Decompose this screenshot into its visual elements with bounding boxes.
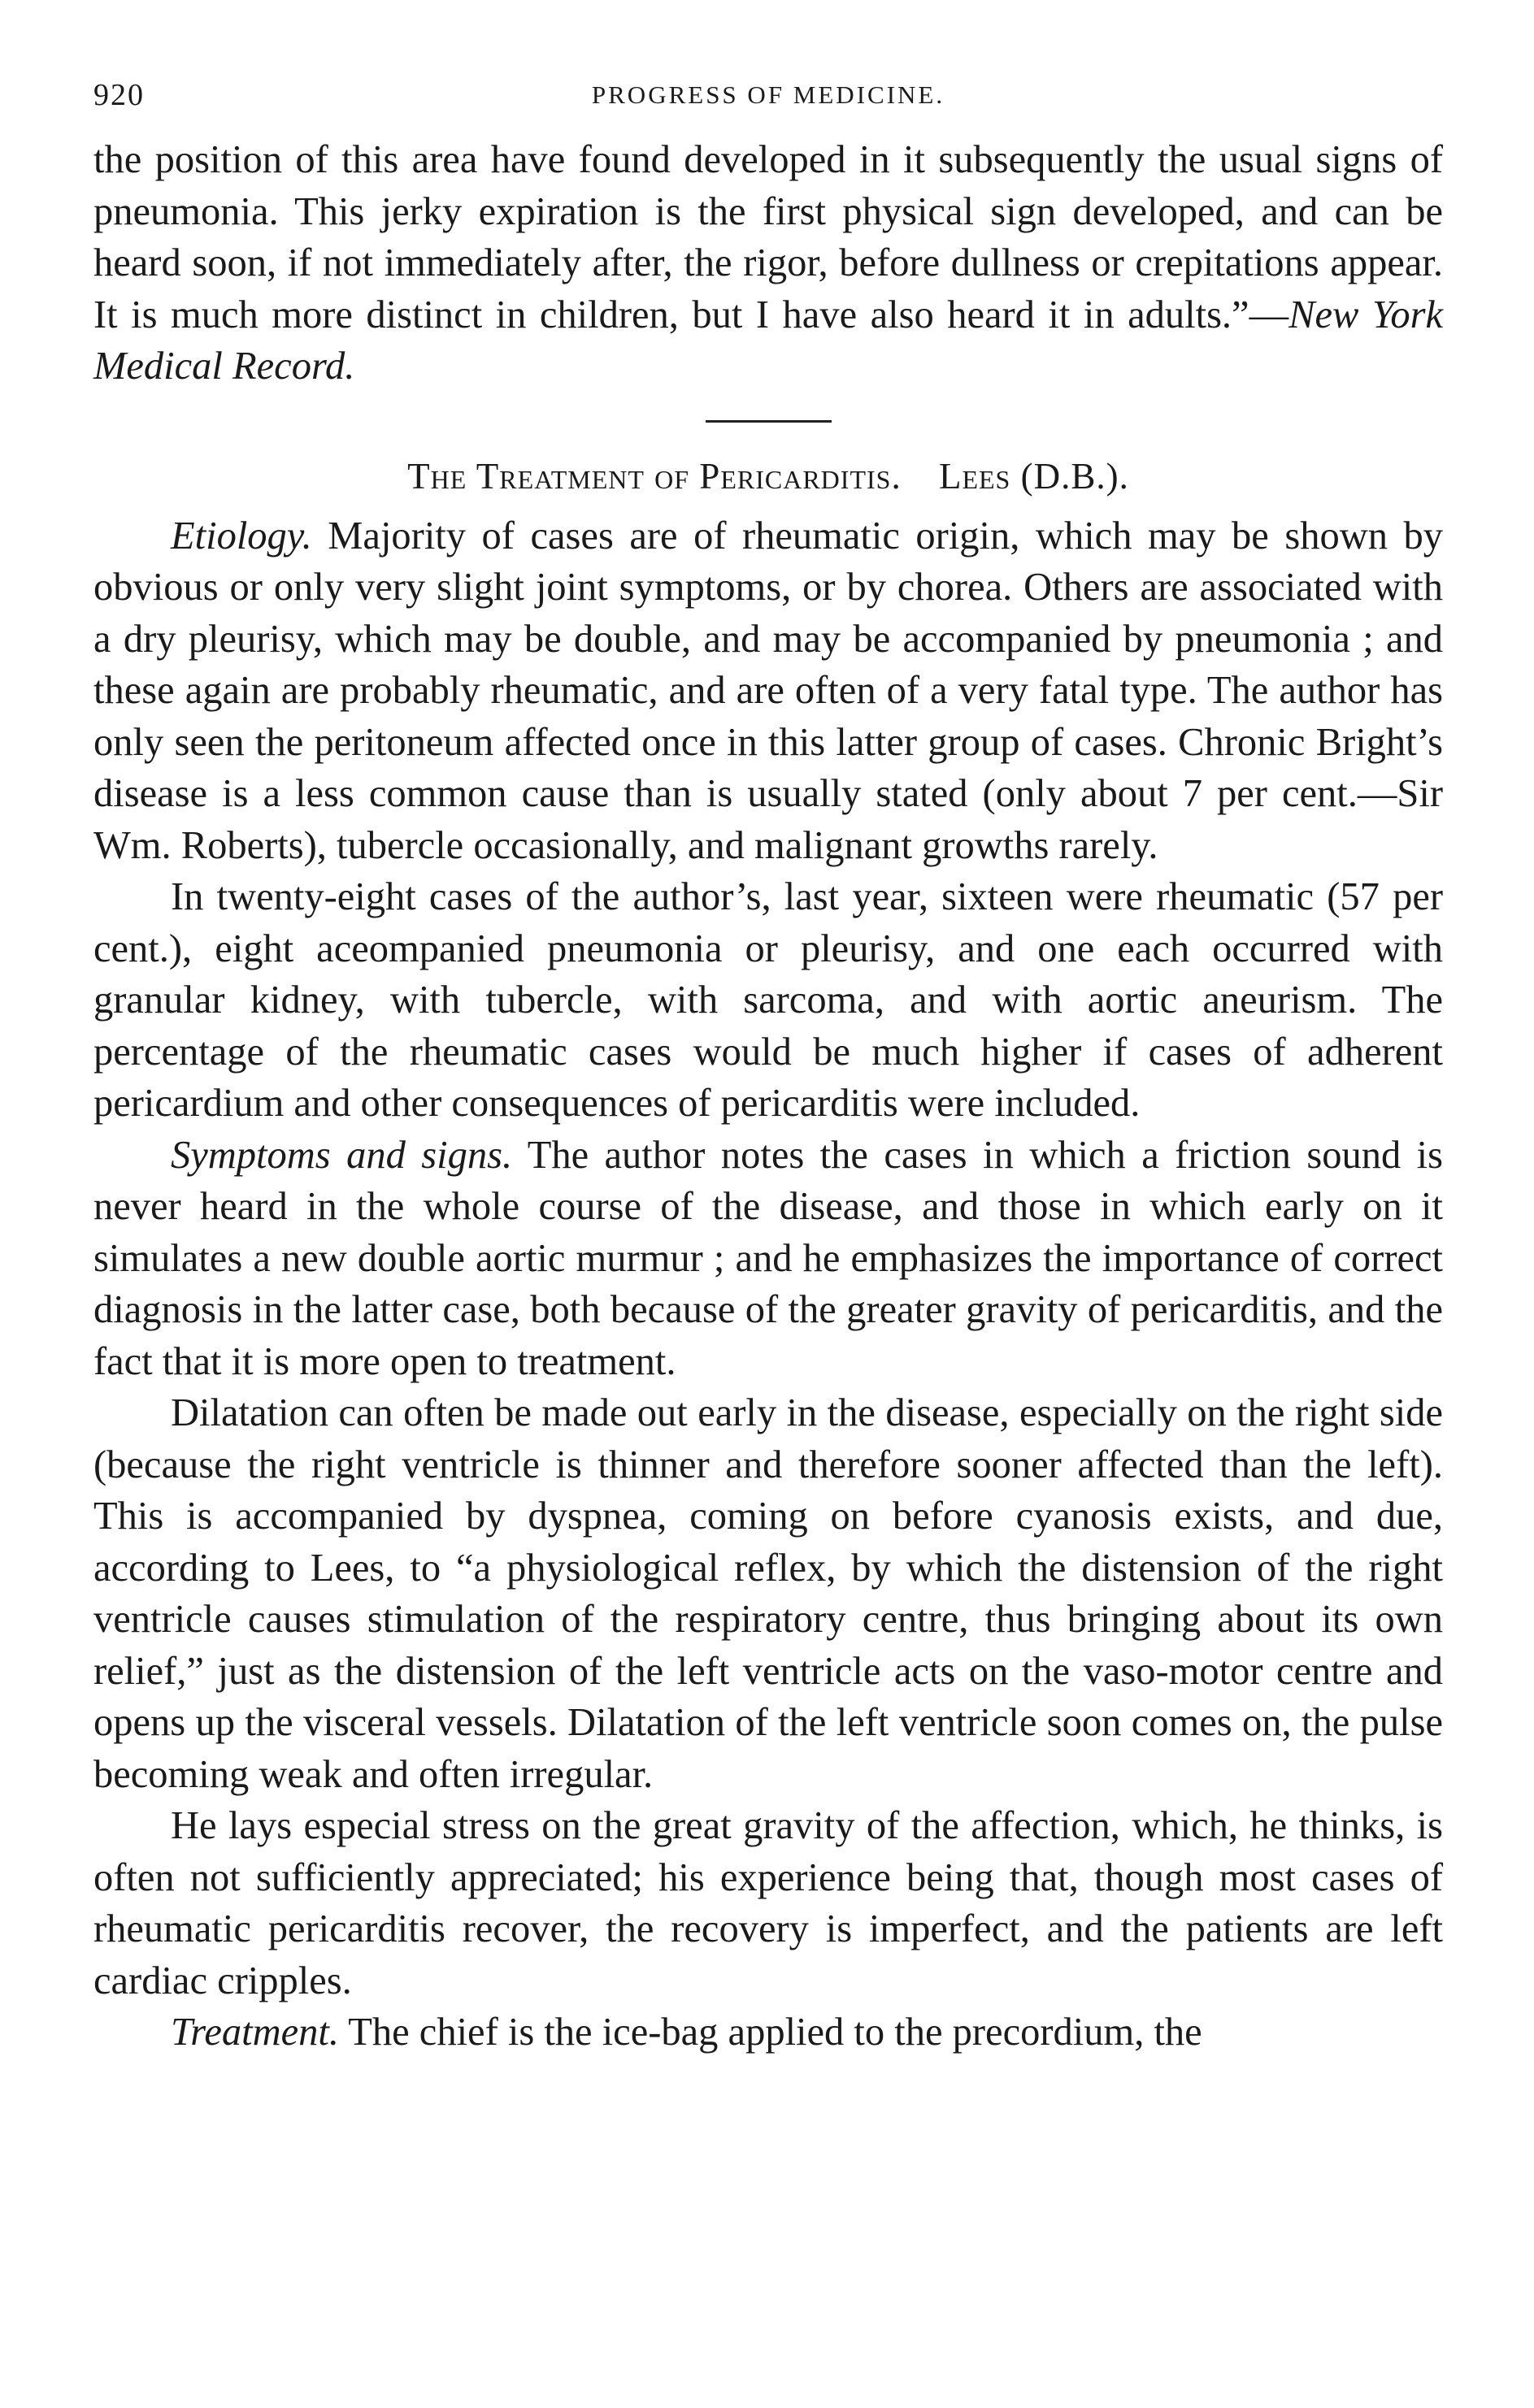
paragraph-lead: Treatment. (171, 2011, 340, 2054)
paragraph-text: He lays especial stress on the great gravity of the affection, which, he thinks, is often not sufficiently appreciated; his experience being that, though most cases of rheumatic pericarditis recover, the recovery is imperfect, and the patients are left cardiac cripples. (93, 1804, 1443, 2002)
paragraph-treatment (93, 2007, 1443, 2059)
paragraph-symptoms (93, 1130, 1443, 1388)
book-page (93, 77, 1443, 2059)
citation-source: New York Medical Record. (93, 293, 1443, 388)
paragraph-case-statistics (93, 871, 1443, 1130)
section-heading (93, 453, 1443, 499)
paragraph-text: In twenty-eight cases of the author’s, last year, sixteen were rheumatic (57 per cent.), eight aceompanied pneumonia or pleurisy, and one each occurred with granular kidney, with tubercle, with sarcoma, and with aortic aneurism. The percentage of the rheumatic cases would be much higher if cases of adherent pericardium and other consequences of pericarditis were included. (93, 875, 1443, 1125)
section-author: Lees (D.B.). (938, 455, 1129, 497)
paragraph-lead: Symptoms and signs. (171, 1133, 513, 1177)
paragraph-text: The chief is the ice-bag applied to the precordium, the (339, 2011, 1202, 2054)
section-divider (706, 420, 832, 423)
body-text (93, 134, 1443, 2059)
running-head (93, 77, 1443, 118)
paragraph-text: The author notes the cases in which a friction sound is never heard in the whole course of the disease, and those in which early on it simulates a new double aortic murmur ; and he emphasizes the importance of correct diagnosis in the latter case, both because of the greater gravity of pericarditis, and the fact that it is more open to treatment. (93, 1133, 1443, 1383)
paragraph-gravity (93, 1800, 1443, 2007)
section-title: The Treatment of Pericarditis. (407, 455, 902, 497)
paragraph-dilatation (93, 1387, 1443, 1800)
page-number: 920 (93, 78, 145, 112)
paragraph-text: Majority of cases are of rheumatic origin, which may be shown by obvious or only very slight joint symptoms, or by chorea. Others are associated with a dry pleurisy, which may be double, and may be accompanied by pneumonia ; and these again are probably rheumatic, and are often of a very fatal type. The author has only seen the peritoneum affected once in this latter group of cases. Chronic Bright’s disease is a less common cause than is usually stated (only about 7 per cent.—Sir Wm. Roberts), tubercle occasionally, and malignant growths rarely. (93, 514, 1443, 867)
paragraph-text: Dilatation can often be made out early in the disease, especially on the right side (because the right ventricle is thinner and therefore sooner affected than the left). This is accompanied by dyspnea, coming on before cyanosis exists, and due, according to Lees, to “a physiological reflex, by which the distension of the right ventricle causes stimulation of the respiratory centre, thus bringing about its own relief,” just as the distension of the left ventricle acts on the vaso-motor centre and opens up the visceral vessels. Dilatation of the left ventricle soon comes on, the pulse becoming weak and often irregular. (93, 1391, 1443, 1796)
running-title: PROGRESS OF MEDICINE. (591, 80, 945, 109)
paragraph-etiology (93, 510, 1443, 872)
paragraph-lead: Etiology. (171, 514, 312, 558)
continuation-paragraph (93, 134, 1443, 393)
continuation-text: the position of this area have found developed in it subsequently the usual signs of pneumonia. This jerky expiration is the first physical sign developed, and can be heard soon, if not immediately after, the rigor, before dullness or crepitations appear. It is much more distinct in children, but I have also heard it in adults.”— (93, 138, 1443, 336)
